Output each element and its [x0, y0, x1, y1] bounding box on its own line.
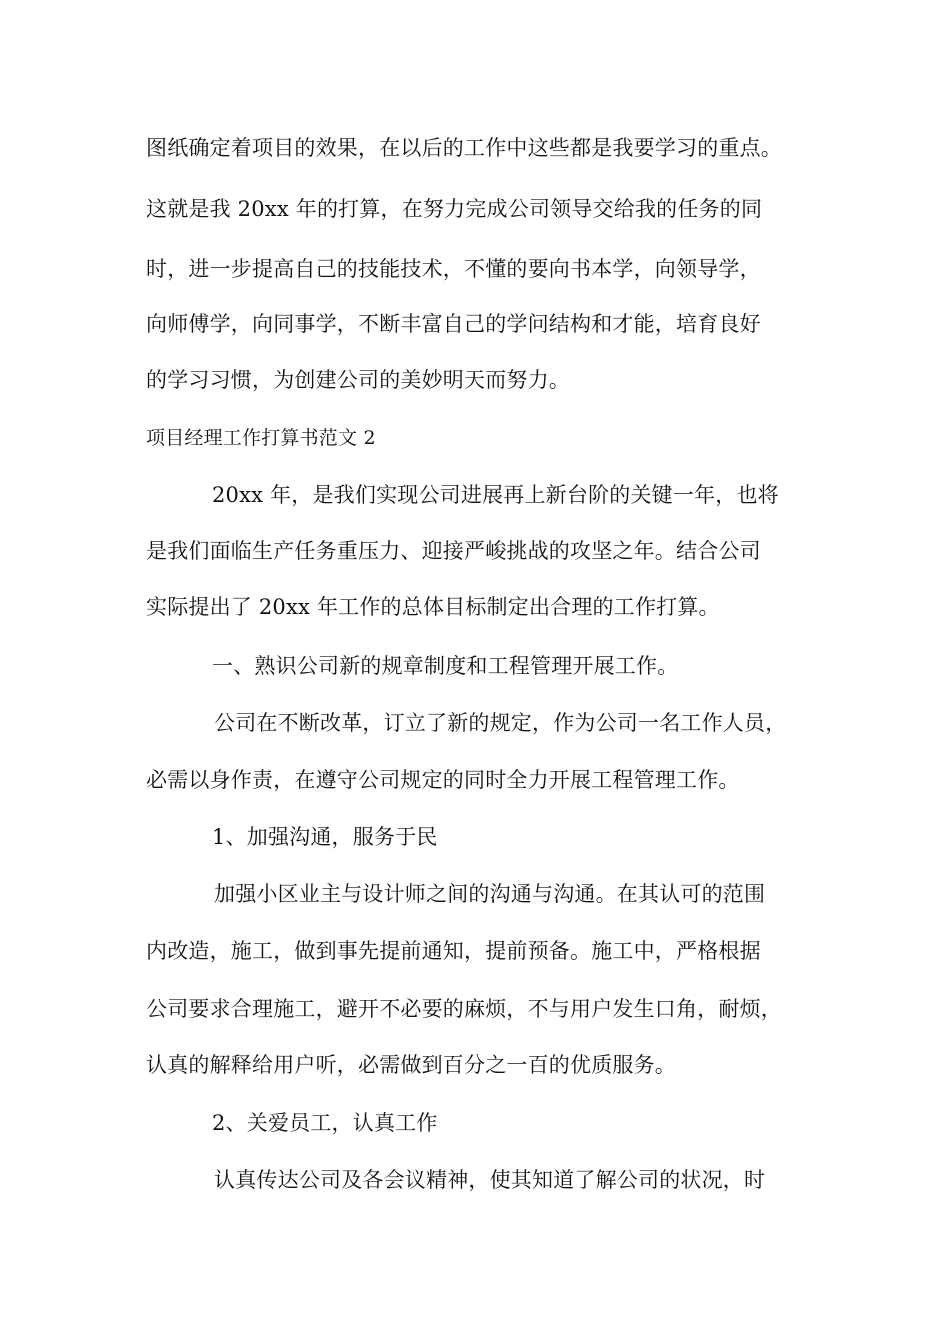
- text-line-15: 内改造，施工，做到事先提前通知，提前预备。施工中，严格根据: [146, 939, 761, 963]
- text-line-1: 图纸确定着项目的效果，在以后的工作中这些都是我要学习的重点。: [146, 136, 782, 160]
- text-line-18: 2、关爱员工，认真工作: [212, 1111, 438, 1135]
- text-line-8: 是我们面临生产任务重压力、迎接严峻挑战的攻坚之年。结合公司: [146, 539, 761, 563]
- text-line-11: 公司在不断改革，订立了新的规定，作为公司一名工作人员，: [214, 711, 787, 735]
- text-line-9: 实际提出了 20xx 年工作的总体目标制定出合理的工作打算。: [146, 595, 720, 619]
- text-line-2: 这就是我 20xx 年的打算，在努力完成公司领导交给我的任务的同: [146, 197, 763, 221]
- text-line-5: 的学习习惯，为创建公司的美妙明天而努力。: [146, 368, 570, 392]
- text-line-4: 向师傅学，向同事学，不断丰富自己的学问结构和才能，培育良好: [146, 312, 761, 336]
- text-line-12: 必需以身作责，在遵守公司规定的同时全力开展工程管理工作。: [146, 768, 740, 792]
- text-line-7: 20xx 年，是我们实现公司进展再上新台阶的关键一年，也将: [212, 483, 779, 507]
- text-line-14: 加强小区业主与设计师之间的沟通与沟通。在其认可的范围: [214, 882, 766, 906]
- text-line-3: 时，进一步提高自己的技能技术，不懂的要向书本学，向领导学，: [146, 257, 761, 281]
- text-line-10: 一、熟识公司新的规章制度和工程管理开展工作。: [212, 654, 679, 678]
- section-heading: 项目经理工作打算书范文 2: [146, 427, 376, 449]
- text-line-17: 认真的解释给用户听，必需做到百分之一百的优质服务。: [146, 1053, 676, 1077]
- text-line-13: 1、加强沟通，服务于民: [212, 825, 438, 849]
- text-line-16: 公司要求合理施工，避开不必要的麻烦，不与用户发生口角，耐烦，: [146, 997, 782, 1021]
- text-line-19: 认真传达公司及各会议精神，使其知道了解公司的状况，时: [214, 1168, 766, 1192]
